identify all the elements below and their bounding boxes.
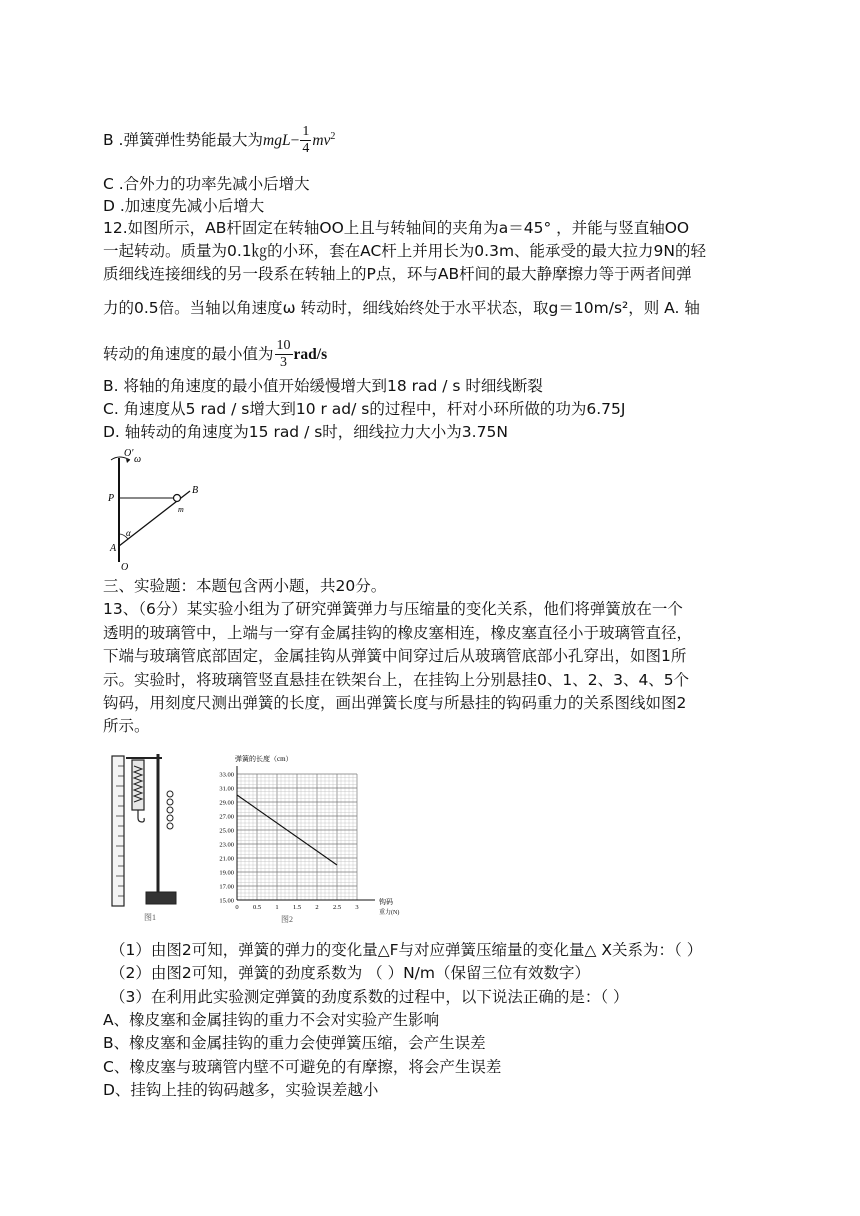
q11-fraction <box>300 124 311 157</box>
q11-frac-num: 1 <box>302 124 310 139</box>
x-tick-label: 0 <box>235 904 239 911</box>
hook-weights <box>167 791 173 829</box>
label-alpha: α <box>126 528 131 538</box>
y-tick-label: 25.00 <box>219 827 234 835</box>
q13-option-c: C、橡皮塞与玻璃管内壁不可避免的有摩擦，将会产生误差 <box>103 1058 502 1076</box>
fig2-caption: 图2 <box>281 915 293 924</box>
y-tick-label: 19.00 <box>219 869 234 877</box>
q12-option-d: D. 轴转动的角速度为15 rad / s时，细线拉力大小为3.75N <box>103 423 508 441</box>
q12-line-1: 12.如图所示，AB杆固定在转轴OO上且与转轴间的夹角为a＝45° ，并能与竖直轴OO <box>103 219 690 237</box>
stand-base <box>146 892 176 904</box>
q12-line-2: 一起转动。质量为0.1㎏的小环，套在AC杆上并用长为0.3m、能承受的最大拉力9N的轻 <box>103 242 707 260</box>
q13-line-6: 所示。 <box>103 717 150 735</box>
q13-option-a: A、橡皮塞和金属挂钩的重力不会对实验产生影响 <box>103 1011 440 1029</box>
q13-line-3: 下端与玻璃管底部固定，金属挂钩从弹簧中间穿过后从玻璃管底部小孔穿出，如图1所 <box>103 647 687 665</box>
label-p: P <box>108 493 115 504</box>
chart-ylabel: 弹簧的长度（cm） <box>235 755 293 763</box>
y-tick-label: 27.00 <box>219 813 234 821</box>
x-tick-label: 2 <box>315 904 319 911</box>
q11-formula-mgl: mgL <box>263 132 291 149</box>
y-tick-label: 29.00 <box>219 799 234 807</box>
y-tick-label: 33.00 <box>219 771 234 779</box>
y-tick-label: 23.00 <box>219 841 234 849</box>
x-tick-label: 2.5 <box>332 904 342 911</box>
chart-x-ticks <box>235 904 358 911</box>
q12-line-5-prefix: 转动的角速度的最小值为 <box>103 345 274 363</box>
hook <box>138 810 144 822</box>
label-o: O <box>121 562 129 573</box>
q13-line-1: 13、（6分）某实验小组为了研究弹簧弹力与压缩量的变化关系，他们将弹簧放在一个 <box>103 600 683 618</box>
q13-line-5: 钩码，用刻度尺测出弹簧的长度，画出弹簧长度与所悬挂的钩码重力的关系图线如图2 <box>103 694 687 712</box>
q12-frac-num: 10 <box>276 338 291 353</box>
q11-formula-sup: 2 <box>330 130 336 142</box>
q11-option-b-prefix: B .弹簧弹性势能最大为 <box>103 131 263 149</box>
q13-sub-1: （1）由图2可知，弹簧的弹力的变化量△F与对应弹簧压缩量的变化量△ X关系为：（ ） <box>110 941 703 959</box>
q13-sub-2: （2）由图2可知，弹簧的劲度系数为 （ ）N/m（保留三位有效数字） <box>110 964 590 982</box>
y-tick-label: 31.00 <box>219 785 234 793</box>
q13-line-4: 示。实验时，将玻璃管竖直悬挂在铁架台上，在挂钩上分别悬挂0、1、2、3、4、5个 <box>103 671 690 689</box>
fig1-caption: 图1 <box>144 913 156 922</box>
q13-line-2: 透明的玻璃管中，上端与一穿有金属挂钩的橡皮塞相连，橡皮塞直径小于玻璃管直径， <box>103 624 693 642</box>
q12-rod-figure <box>106 446 216 574</box>
q13-spring-chart <box>205 752 415 924</box>
q13-option-b: B、橡皮塞和金属挂钩的重力会使弹簧压缩，会产生误差 <box>103 1034 486 1052</box>
q11-formula-minus: − <box>290 132 300 149</box>
q11-frac-den: 4 <box>302 141 310 156</box>
section-3-title: 三、实验题：本题包含两小题，共20分。 <box>103 577 387 595</box>
x-tick-label: 1.5 <box>292 904 302 911</box>
q13-apparatus-figure <box>108 752 198 924</box>
x-tick-label: 1 <box>275 904 279 911</box>
x-tick-label: 0.5 <box>252 904 262 911</box>
q12-unit: rad/s <box>293 346 328 363</box>
label-o-prime: O' <box>124 448 134 459</box>
ring-mass <box>174 495 181 502</box>
q12-option-b: B. 将轴的角速度的最小值开始缓慢增大到18 rad / s 时细线断裂 <box>103 377 543 395</box>
y-tick-label: 21.00 <box>219 855 234 863</box>
q11-option-c: C .合外力的功率先减小后增大 <box>103 175 310 193</box>
y-tick-label: 15.00 <box>219 897 234 905</box>
q12-line-3: 质细线连接细线的另一段系在转轴上的P点，环与AB杆间的最大静摩擦力等于两者间弹 <box>103 265 692 283</box>
q12-fraction <box>275 338 293 371</box>
q12-line-4: 力的0.5倍。当轴以角速度ω 转动时，细线始终处于水平状态，取g＝10m/s²，则 A. 轴 <box>103 299 700 317</box>
q13-option-d: D、挂钩上挂的钩码越多，实验误差越小 <box>103 1081 379 1099</box>
label-m: m <box>178 505 184 514</box>
x-tick-label: 3 <box>355 904 359 911</box>
chart-y-ticks <box>219 772 234 905</box>
q12-option-c: C. 角速度从5 rad / s增大到10 r ad/ s的过程中，杆对小环所做的功为6.75J <box>103 400 626 418</box>
q12-line-5 <box>103 338 327 371</box>
chart-xlabel-line2: 重力(N) <box>379 910 400 916</box>
q11-formula-mv: mv <box>312 132 331 149</box>
y-tick-label: 17.00 <box>219 883 234 891</box>
q12-frac-den: 3 <box>280 355 288 370</box>
q13-sub-3: （3）在利用此实验测定弹簧的劲度系数的过程中，以下说法正确的是：（ ） <box>110 988 629 1006</box>
chart-xlabel-line1: 钩码 <box>379 898 393 906</box>
label-a: A <box>110 543 117 554</box>
label-omega: ω <box>134 454 142 465</box>
q11-option-b <box>103 124 335 157</box>
label-b: B <box>192 485 199 496</box>
ruler <box>112 756 124 906</box>
q11-option-d: D .加速度先减小后增大 <box>103 197 265 215</box>
